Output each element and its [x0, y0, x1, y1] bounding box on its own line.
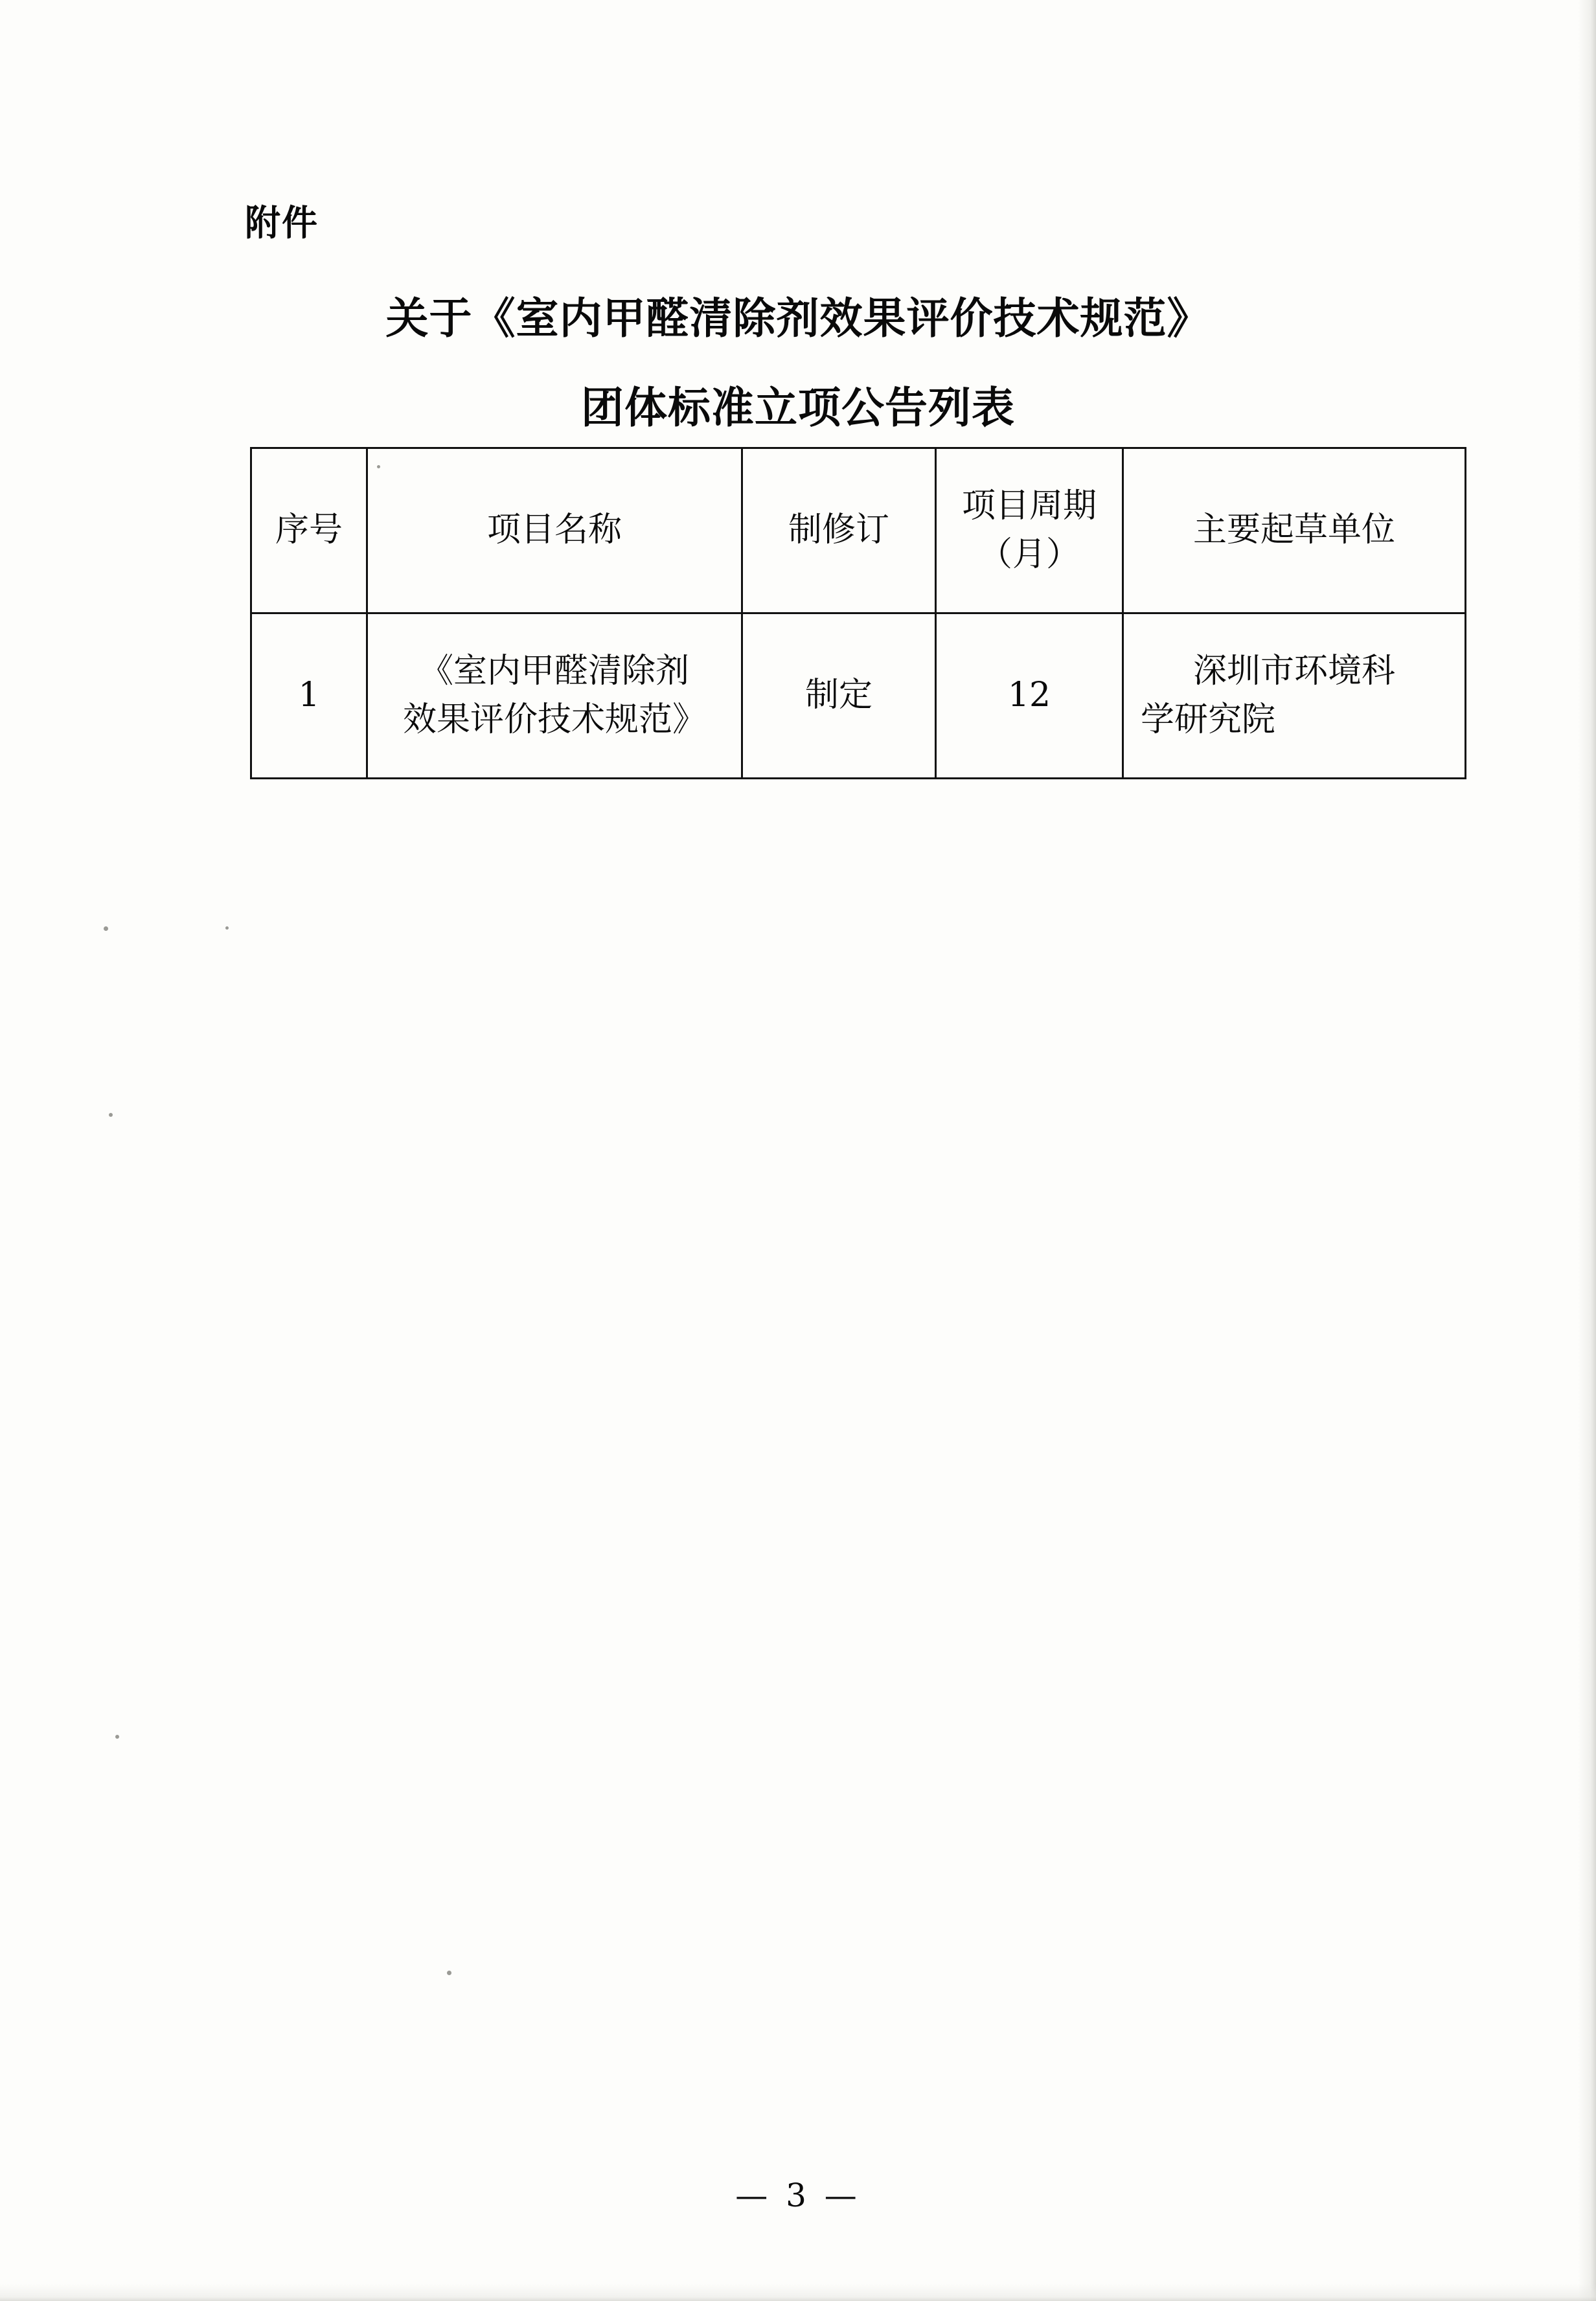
page-edge-shadow-right — [1578, 0, 1596, 2301]
header-cell-revision-type: 制修订 — [742, 448, 936, 613]
project-listing-table — [250, 447, 1466, 779]
scan-speckle — [447, 1971, 451, 1975]
scan-speckle — [104, 926, 108, 931]
cell-project-name-line-1: 《室内甲醛清除剂 — [419, 651, 689, 691]
cell-no: 1 — [251, 613, 367, 779]
scan-speckle — [109, 1113, 113, 1117]
page-title-line-1: 关于《室内甲醛清除剂效果评价技术规范》 — [385, 293, 1211, 343]
header-cell-period — [936, 448, 1123, 613]
header-period-line-2: （月） — [978, 535, 1080, 574]
header-cell-drafting-unit: 主要起草单位 — [1123, 448, 1466, 613]
page-edge-shadow-bottom — [0, 2284, 1596, 2301]
attachment-label: 附件 — [245, 202, 319, 244]
cell-drafting-unit-line-2: 学研究院 — [1141, 700, 1276, 739]
table-body — [251, 613, 1466, 779]
header-period-line-1: 项目周期 — [961, 486, 1097, 525]
cell-project-name — [367, 613, 742, 779]
cell-period: 12 — [936, 613, 1123, 779]
cell-project-name-line-2: 效果评价技术规范》 — [402, 700, 706, 739]
scan-speckle — [225, 926, 229, 930]
cell-drafting-unit-line-1: 深圳市环境科 — [1192, 651, 1395, 691]
header-cell-no: 序号 — [251, 448, 367, 613]
cell-revision-type: 制定 — [742, 613, 936, 779]
page-title-line-2: 团体标准立项公告列表 — [581, 383, 1015, 433]
page-number: — 3 — — [735, 2177, 861, 2214]
header-cell-project-name: 项目名称 — [367, 448, 742, 613]
table-row — [251, 613, 1466, 779]
scan-speckle — [377, 465, 380, 468]
table-header — [251, 448, 1466, 613]
table-header-row — [251, 448, 1466, 613]
scan-speckle — [115, 1735, 119, 1739]
cell-drafting-unit — [1123, 613, 1466, 779]
